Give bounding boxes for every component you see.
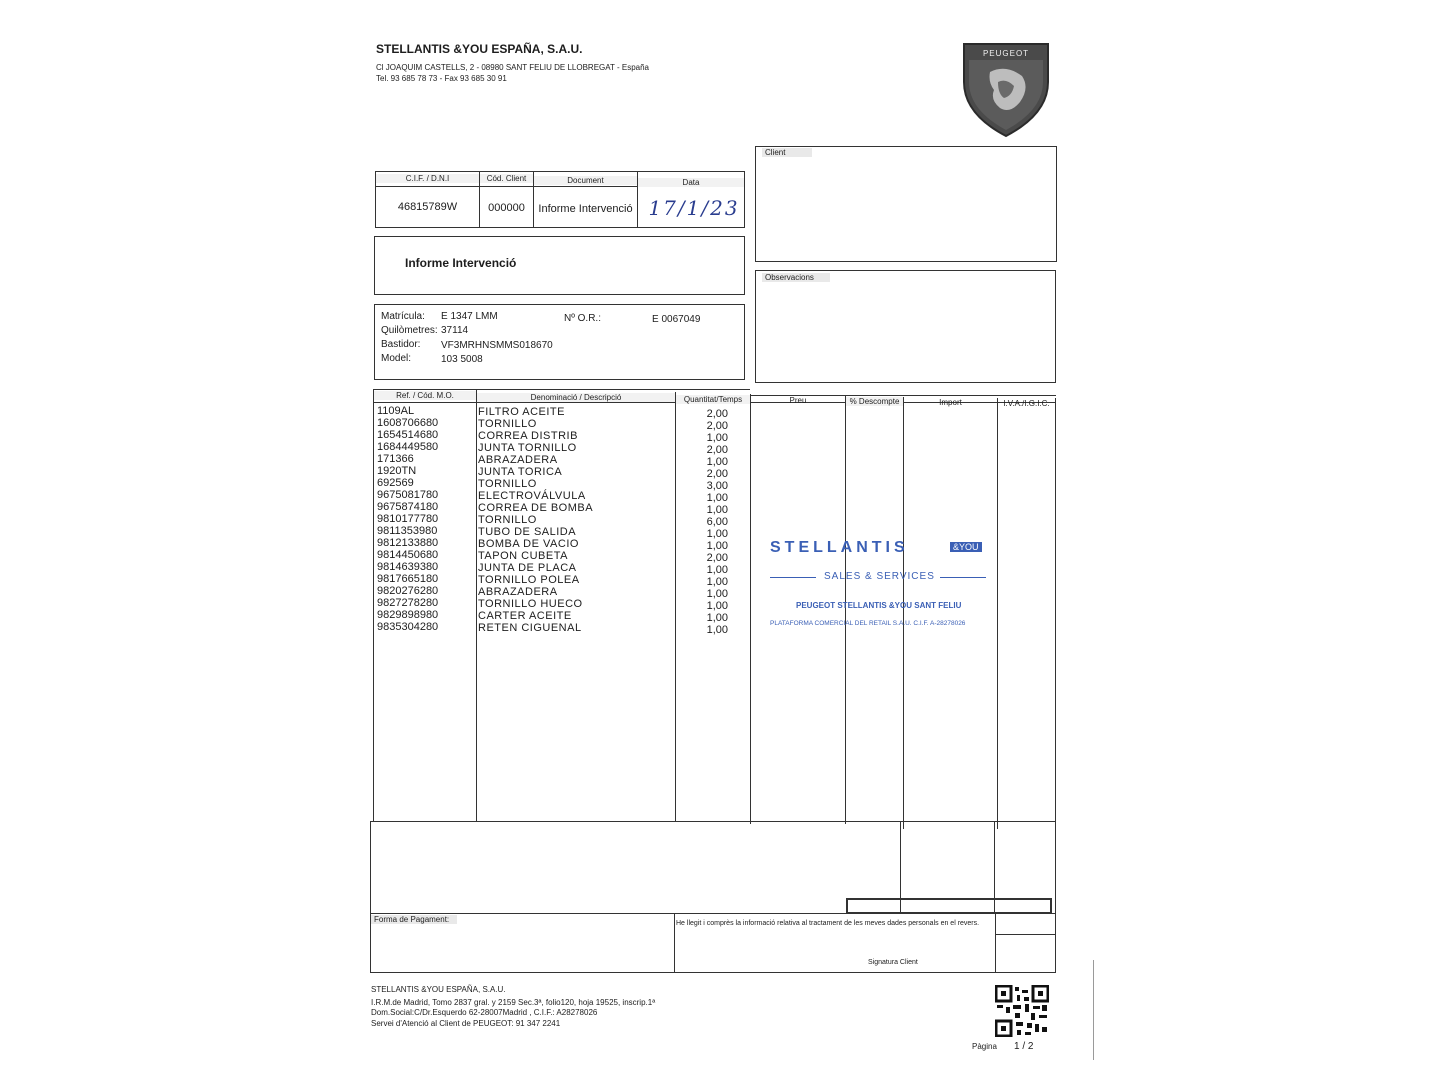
item-description: CARTER ACEITE bbox=[478, 610, 572, 622]
item-quantity: 1,00 bbox=[706, 564, 728, 576]
item-quantity: 1,00 bbox=[706, 576, 728, 588]
item-ref: 9675874180 bbox=[377, 501, 439, 513]
item-quantity: 3,00 bbox=[706, 480, 728, 492]
table-row bbox=[370, 417, 1056, 432]
col-header-amount: Import bbox=[939, 398, 962, 407]
item-ref: 9827278280 bbox=[377, 597, 439, 609]
item-description: TORNILLO bbox=[478, 478, 537, 490]
item-description: TAPON CUBETA bbox=[478, 550, 568, 562]
document-title: Informe Intervenció bbox=[405, 256, 517, 270]
item-quantity: 1,00 bbox=[706, 456, 728, 468]
item-description: JUNTA TORICA bbox=[478, 466, 563, 478]
item-ref: 9675081780 bbox=[377, 489, 439, 501]
vehicle-box bbox=[374, 304, 745, 380]
client-label: Client bbox=[762, 148, 812, 157]
signature-label: Signatura Client bbox=[868, 959, 918, 966]
table-row bbox=[370, 465, 1056, 480]
footer bbox=[371, 985, 655, 1029]
item-quantity: 1,00 bbox=[706, 624, 728, 636]
stamp-line2: PLATAFORMA COMERCIAL DEL RETAIL S.A.U. C.I.F. A-28278026 bbox=[770, 620, 966, 627]
item-description: TORNILLO bbox=[478, 514, 537, 526]
col-header-description: Denominació / Descripció bbox=[477, 393, 675, 402]
item-ref: 9810177780 bbox=[377, 513, 439, 525]
item-description: TORNILLO HUECO bbox=[478, 598, 583, 610]
item-quantity: 1,00 bbox=[706, 504, 728, 516]
col-header-quantity: Quantitat/Temps bbox=[676, 395, 750, 404]
table-row bbox=[370, 429, 1056, 444]
model-label: Model: bbox=[381, 353, 412, 364]
stamp-badge: &YOU bbox=[950, 542, 982, 552]
item-description: ABRAZADERA bbox=[478, 454, 558, 466]
item-quantity: 1,00 bbox=[706, 528, 728, 540]
cif-value: 46815789W bbox=[397, 201, 458, 213]
items-table bbox=[370, 389, 1056, 973]
footer-registry: I.R.M.de Madrid, Tomo 2837 gral. y 2159 Sec.3ª, folio120, hoja 19525, inscrip.1ª bbox=[371, 998, 656, 1007]
footer-address: Dom.Social:C/Dr.Esquerdo 62-28007Madrid , C.I.F.: A28278026 bbox=[371, 1008, 598, 1017]
item-quantity: 1,00 bbox=[706, 492, 728, 504]
item-quantity: 2,00 bbox=[706, 420, 728, 432]
item-ref: 9817665180 bbox=[377, 573, 439, 585]
item-ref: 692569 bbox=[377, 477, 414, 489]
item-ref: 1684449580 bbox=[377, 441, 439, 453]
table-row bbox=[370, 477, 1056, 492]
stamp-brand: STELLANTIS bbox=[770, 539, 909, 556]
item-description: TORNILLO POLEA bbox=[478, 574, 580, 586]
km-label: Quilòmetres: bbox=[381, 325, 438, 336]
item-ref: 9814639380 bbox=[377, 561, 439, 573]
qr-code-icon bbox=[995, 985, 1049, 1037]
footer-company: STELLANTIS &YOU ESPAÑA, S.A.U. bbox=[371, 985, 506, 994]
item-description: RETEN CIGUENAL bbox=[478, 622, 582, 634]
header-col-document: Document bbox=[534, 176, 637, 185]
item-description: TORNILLO bbox=[478, 418, 537, 430]
payment-label: Forma de Pagament: bbox=[371, 915, 457, 924]
km-value: 37114 bbox=[441, 325, 469, 336]
peugeot-logo bbox=[960, 42, 1052, 138]
item-ref: 1608706680 bbox=[377, 417, 439, 429]
item-ref: 9811353980 bbox=[377, 525, 438, 537]
item-ref: 1654514680 bbox=[377, 429, 439, 441]
observations-label: Observacions bbox=[762, 273, 830, 282]
dealer-stamp bbox=[766, 533, 996, 633]
item-ref: 9812133880 bbox=[377, 537, 439, 549]
item-quantity: 1,00 bbox=[706, 432, 728, 444]
table-row bbox=[370, 501, 1056, 516]
matricula-value: E 1347 LMM bbox=[441, 311, 498, 322]
company-address: Cl JOAQUIM CASTELLS, 2 - 08980 SANT FELIU DE LLOBREGAT - España bbox=[376, 63, 649, 72]
item-description: JUNTA TORNILLO bbox=[478, 442, 577, 454]
item-description: JUNTA DE PLACA bbox=[478, 562, 577, 574]
logo-text: PEUGEOT bbox=[982, 49, 1030, 58]
footer-service: Servei d'Atenció al Client de PEUGEOT: 91 347 2241 bbox=[371, 1019, 561, 1028]
or-value: E 0067049 bbox=[652, 314, 701, 325]
item-quantity: 1,00 bbox=[706, 588, 728, 600]
item-description: TUBO DE SALIDA bbox=[478, 526, 577, 538]
item-ref: 9814450680 bbox=[377, 549, 439, 561]
company-phone: Tel. 93 685 78 73 - Fax 93 685 30 91 bbox=[376, 74, 507, 83]
company-name: STELLANTIS &YOU ESPAÑA, S.A.U. bbox=[376, 42, 583, 56]
table-row bbox=[370, 513, 1056, 528]
item-quantity: 1,00 bbox=[706, 600, 728, 612]
client-box bbox=[755, 146, 1057, 262]
item-ref: 1109AL bbox=[377, 405, 415, 417]
item-description: BOMBA DE VACIO bbox=[478, 538, 579, 550]
item-ref: 171366 bbox=[377, 453, 414, 465]
model-value: 103 5008 bbox=[441, 354, 483, 365]
table-row bbox=[370, 489, 1056, 504]
item-ref: 9820276280 bbox=[377, 585, 439, 597]
stamp-sales: SALES & SERVICES bbox=[824, 571, 935, 582]
item-description: CORREA DE BOMBA bbox=[478, 502, 594, 514]
item-quantity: 6,00 bbox=[706, 516, 728, 528]
item-quantity: 2,00 bbox=[706, 468, 728, 480]
table-row bbox=[370, 441, 1056, 456]
col-header-discount: % Descompte bbox=[846, 397, 903, 406]
item-ref: 1920TN bbox=[377, 465, 417, 477]
observations-box bbox=[755, 270, 1056, 383]
header-col-cif: C.I.F. / D.N.I bbox=[376, 174, 479, 183]
item-ref: 9835304280 bbox=[377, 621, 439, 633]
table-row bbox=[370, 453, 1056, 468]
header-table bbox=[375, 171, 745, 228]
item-quantity: 2,00 bbox=[706, 552, 728, 564]
header-col-date: Data bbox=[638, 178, 744, 187]
scan-edge-line bbox=[1093, 960, 1094, 1060]
client-code-value: 000000 bbox=[488, 202, 525, 214]
matricula-label: Matrícula: bbox=[381, 311, 425, 322]
col-header-ref: Ref. / Cód. M.O. bbox=[374, 391, 476, 400]
stamp-line1: PEUGEOT STELLANTIS &YOU SANT FELIU bbox=[796, 601, 962, 610]
document-value: Informe Intervenció bbox=[538, 203, 633, 215]
col-header-vat: I.V.A./I.G.I.C. bbox=[1003, 399, 1050, 408]
item-quantity: 1,00 bbox=[706, 612, 728, 624]
item-quantity: 2,00 bbox=[706, 408, 728, 420]
company-header bbox=[376, 42, 649, 83]
bastidor-value: VF3MRHNSMMS018670 bbox=[441, 340, 553, 351]
col-header-price: Preu bbox=[789, 396, 807, 405]
item-description: ABRAZADERA bbox=[478, 586, 558, 598]
page-number: 1 / 2 bbox=[1014, 1041, 1034, 1052]
document-title-box bbox=[374, 236, 745, 295]
item-ref: 9829898980 bbox=[377, 609, 439, 621]
item-description: ELECTROVÁLVULA bbox=[478, 490, 586, 502]
header-col-client: Cód. Client bbox=[480, 174, 533, 183]
privacy-text: He llegit i comprès la informació relativa al tractament de les meves dades personals en el revers. bbox=[676, 920, 980, 927]
or-label: Nº O.R.: bbox=[564, 313, 601, 324]
item-quantity: 1,00 bbox=[706, 540, 728, 552]
page-label: Pàgina bbox=[972, 1042, 997, 1051]
table-row bbox=[370, 405, 1056, 420]
handwritten-date: 17/1/23 bbox=[648, 196, 740, 220]
item-description: CORREA DISTRIB bbox=[478, 430, 578, 442]
totals-cells bbox=[846, 898, 1052, 914]
bastidor-label: Bastidor: bbox=[381, 339, 421, 350]
item-description: FILTRO ACEITE bbox=[478, 406, 565, 418]
item-quantity: 2,00 bbox=[706, 444, 728, 456]
